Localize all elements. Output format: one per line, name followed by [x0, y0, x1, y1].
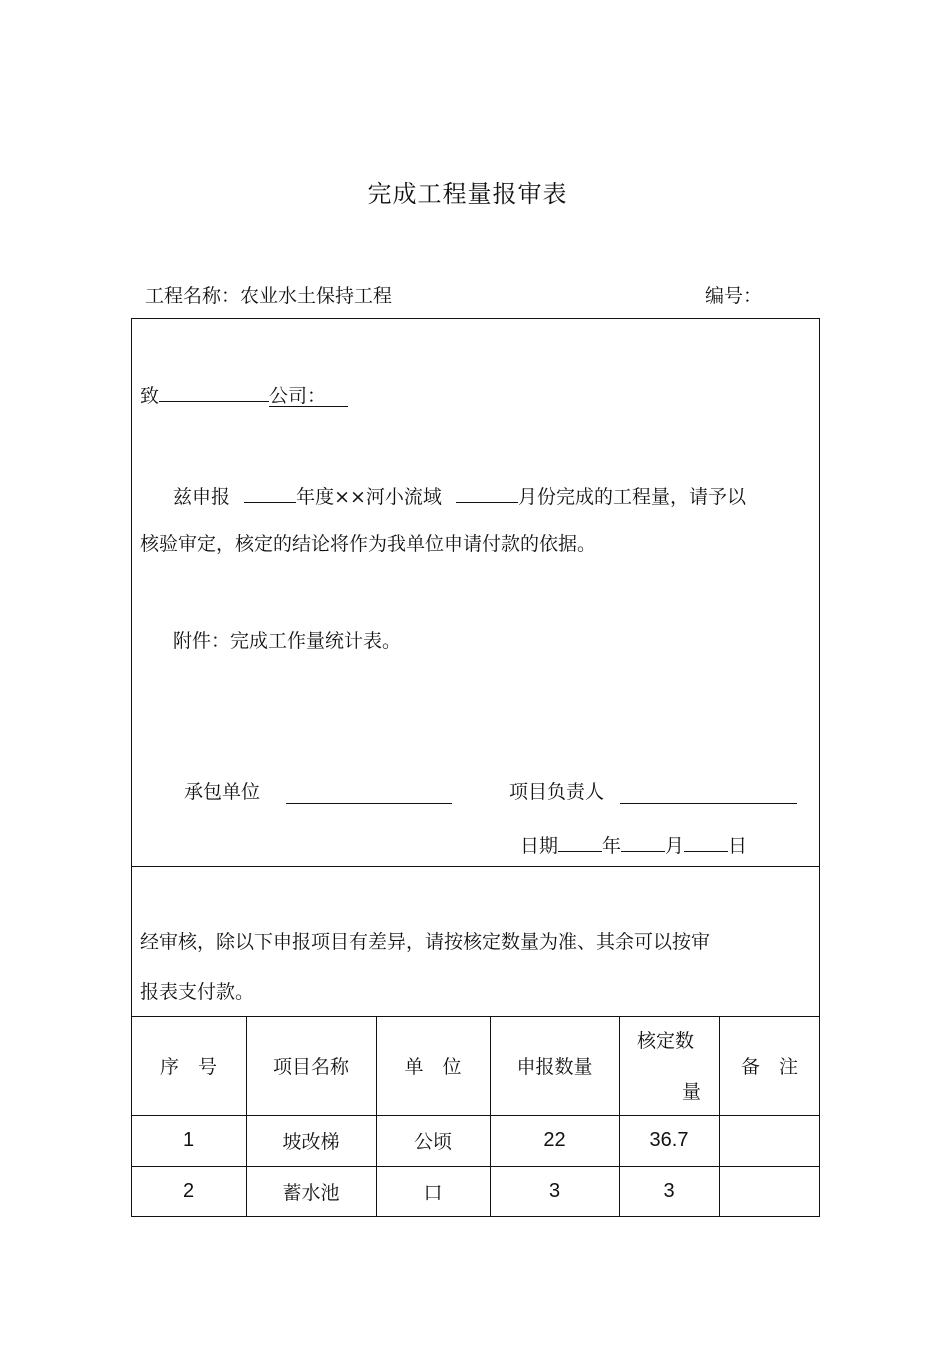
company-blank[interactable]	[159, 382, 269, 402]
page-title: 完成工程量报审表	[367, 180, 568, 208]
date-day: 日	[728, 835, 748, 857]
body-line-2: 核验审定，核定的结论将作为我单位申请付款的依据。	[140, 533, 597, 555]
header-unit: 单 位	[404, 1056, 462, 1078]
row2-approved: 3	[663, 1180, 675, 1202]
header-no: 序 号	[159, 1056, 217, 1078]
month-blank[interactable]	[456, 483, 518, 503]
to-prefix: 致	[140, 385, 160, 407]
date-day-blank[interactable]	[684, 832, 728, 852]
row1-remark	[719, 1115, 820, 1166]
addressee-line	[140, 382, 348, 407]
code-label: 编号：	[705, 285, 763, 307]
manager-blank[interactable]	[620, 784, 797, 804]
date-line	[520, 832, 747, 856]
row2-reported: 3	[548, 1180, 561, 1202]
manager-label: 项目负责人	[509, 781, 605, 803]
row1-reported: 22	[543, 1129, 566, 1151]
body-part2: 年度××河小流域	[296, 486, 442, 508]
body-line-1	[173, 483, 746, 507]
header-reported: 申报数量	[516, 1056, 593, 1078]
row2-name: 蓄水池	[282, 1182, 340, 1204]
body-part3: 月份完成的工程量，请予以	[517, 486, 746, 508]
header-approved-2: 量	[682, 1081, 702, 1103]
row2-no: 2	[182, 1180, 195, 1202]
to-suffix: 公司：	[269, 387, 348, 407]
section-divider	[131, 866, 820, 867]
row2-unit: 口	[423, 1182, 443, 1204]
date-year: 年	[602, 835, 622, 857]
header-remark: 备 注	[740, 1056, 798, 1078]
row1-unit: 公顷	[413, 1131, 452, 1153]
header-name: 项目名称	[272, 1056, 349, 1078]
project-name: 工程名称：农业水土保持工程	[145, 285, 393, 307]
date-year-blank[interactable]	[558, 832, 602, 852]
year-blank[interactable]	[244, 483, 296, 503]
row1-name: 坡改梯	[282, 1131, 340, 1153]
review-line-2: 报表支付款。	[140, 981, 255, 1003]
row1-approved: 36.7	[649, 1129, 689, 1151]
date-label: 日期	[520, 835, 559, 857]
date-month: 月	[665, 835, 685, 857]
row1-no: 1	[182, 1129, 195, 1151]
contractor-label: 承包单位	[184, 781, 261, 803]
row2-remark	[719, 1166, 820, 1217]
header-approved-1: 核定数	[637, 1030, 695, 1052]
attachment-line: 附件：完成工作量统计表。	[173, 630, 402, 652]
body-part1: 兹申报	[173, 486, 231, 508]
contractor-blank[interactable]	[286, 784, 452, 804]
review-line-1: 经审核，除以下申报项目有差异，请按核定数量为准、其余可以按审	[140, 931, 711, 953]
date-month-blank[interactable]	[621, 832, 665, 852]
